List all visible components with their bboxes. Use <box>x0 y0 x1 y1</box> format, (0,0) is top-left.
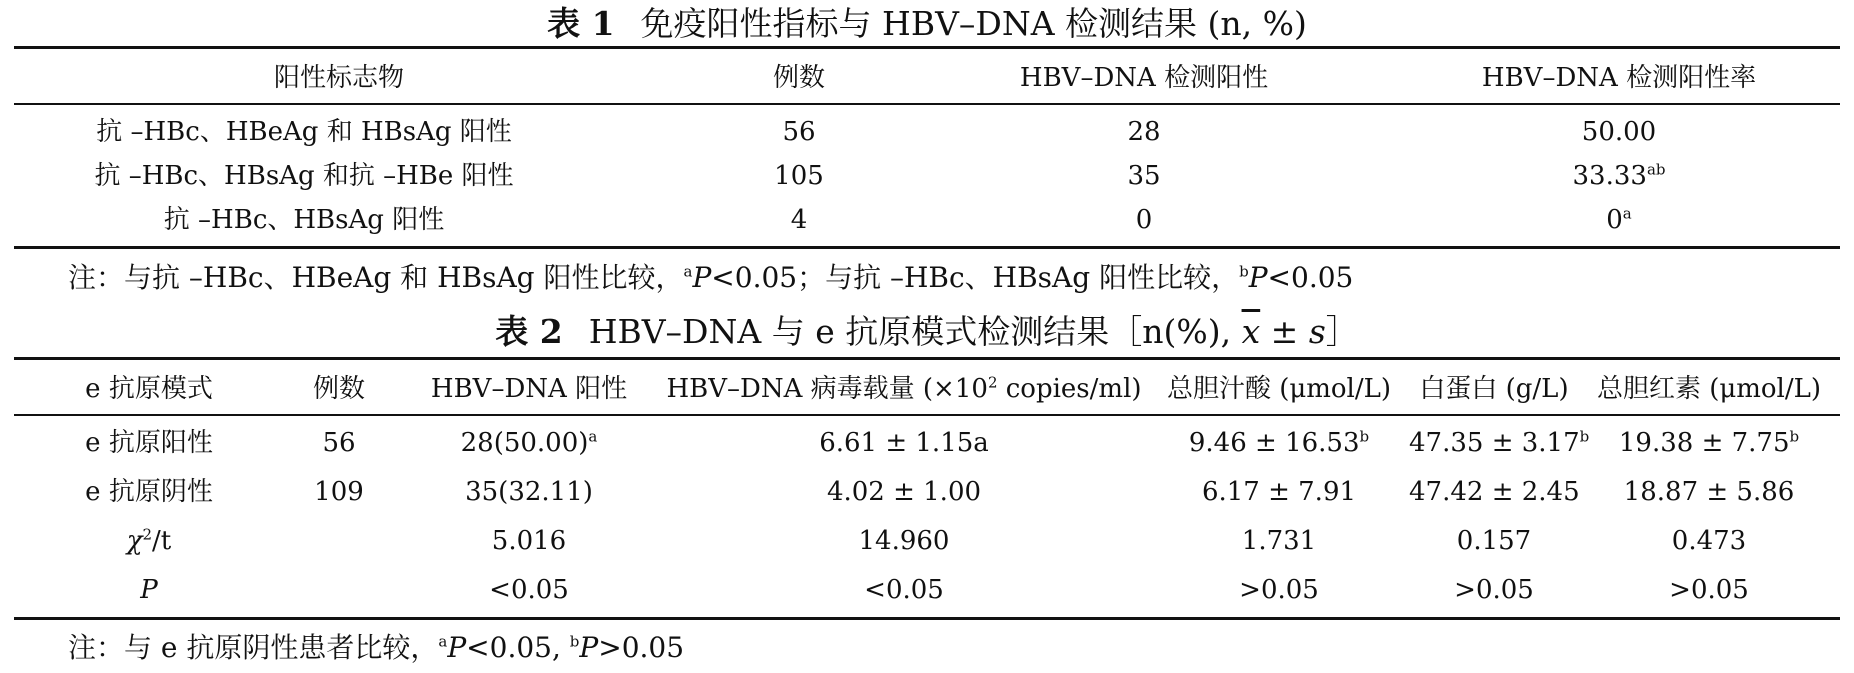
table1-header-marker: 阳性标志物 <box>273 63 404 93</box>
table2-cell-load: 14.960 <box>858 526 950 556</box>
table1-footnote <box>68 258 1353 298</box>
table1-cell-rate <box>1409 152 1829 200</box>
table2-note-sup-a: a <box>438 632 448 651</box>
table1-header-rule <box>14 103 1840 105</box>
table-row <box>14 196 1840 244</box>
table2-cell-load: 4.02 ± 1.00 <box>826 477 982 507</box>
table1-cell-cases: 105 <box>774 161 824 191</box>
table1-note-text: <0.05 <box>1267 261 1354 294</box>
table1-cell-marker: 抗 –HBc、HBeAg 和 HBsAg 阳性 <box>96 117 512 147</box>
table1-rate-sup: ab <box>1646 160 1666 179</box>
table2-cell-bil: 0.473 <box>1671 526 1747 556</box>
table2-bil-sup: b <box>1789 427 1800 446</box>
table2-header-cases: 例数 <box>312 374 365 404</box>
table1-note-p: P <box>1248 261 1268 294</box>
table2-bil-value: 18.87 ± 5.86 <box>1623 477 1795 507</box>
table-row <box>14 108 1840 156</box>
table2-header-load-sup: 2 <box>987 373 998 392</box>
table2-bile-sup: b <box>1359 427 1370 446</box>
table2-stat-label-p: P <box>140 575 158 605</box>
table2-cell-cases: 109 <box>314 477 364 507</box>
table2-cell-bil <box>1584 419 1834 467</box>
table2-cell-bile: >0.05 <box>1239 575 1319 605</box>
table1-cell-positive: 35 <box>1127 161 1161 191</box>
table-row <box>14 419 1840 467</box>
table2-title-s: s <box>1308 312 1326 351</box>
table2-cell-alb <box>1409 419 1590 467</box>
table2-cell-hbv-pos: 5.016 <box>491 526 567 556</box>
table1-rate-value: 50.00 <box>1581 117 1657 147</box>
table1-title: 免疫阳性指标与 HBV–DNA 检测结果 (n, %) <box>640 4 1307 43</box>
table2-cell-bile <box>1154 468 1404 516</box>
table2-header-hbv-pos: HBV–DNA 阳性 <box>430 374 628 404</box>
table2-alb-sup: b <box>1579 427 1590 446</box>
table2-header-mode: e 抗原模式 <box>85 374 213 404</box>
table1-cell-rate <box>1409 196 1829 244</box>
table1-cell-positive: 0 <box>1135 205 1153 235</box>
table1-note-text: <0.05；与抗 –HBc、HBsAg 阳性比较， <box>711 261 1240 294</box>
table2-cell-mode: e 抗原阳性 <box>85 428 213 458</box>
table2-cell-bile: 1.731 <box>1241 526 1317 556</box>
table2-alb-value: 47.35 ± 3.17 <box>1409 428 1580 458</box>
table1-note-sup-b: b <box>1239 262 1249 281</box>
table2-cell-alb: >0.05 <box>1454 575 1534 605</box>
table2-cell-bil: >0.05 <box>1669 575 1749 605</box>
table1-header-row <box>14 54 1840 102</box>
table2-caption <box>0 310 1854 354</box>
table1-cell-cases: 4 <box>790 205 808 235</box>
table1-cell-rate <box>1409 108 1829 156</box>
table2-cell-load: <0.05 <box>864 575 944 605</box>
table2-title-pm: ± <box>1260 312 1309 351</box>
table2-hbv-pos-value: 28(50.00) <box>460 428 589 458</box>
table2-bottom-rule <box>14 617 1840 620</box>
table1-cell-cases: 56 <box>782 117 816 147</box>
table2-cell-hbv-pos: <0.05 <box>489 575 569 605</box>
table1-note-text: 注：与抗 –HBc、HBeAg 和 HBsAg 阳性比较， <box>68 261 684 294</box>
table2-header-rule <box>14 414 1840 416</box>
table1-rate-value: 0 <box>1606 205 1623 235</box>
table2-cell-stat-label <box>34 517 264 565</box>
table2-bil-value: 19.38 ± 7.75 <box>1618 428 1790 458</box>
table2-footnote <box>68 628 684 668</box>
table1-rate-sup: a <box>1622 204 1632 223</box>
table1-cell-positive: 28 <box>1127 117 1161 147</box>
table1-bottom-rule <box>14 246 1840 249</box>
table2-note-p: P <box>447 631 467 664</box>
table2-cell-hbv-pos <box>404 468 654 516</box>
table1-note-p: P <box>692 261 712 294</box>
table1-cell-marker: 抗 –HBc、HBsAg 和抗 –HBe 阳性 <box>94 161 514 191</box>
table2-header-alb: 白蛋白 (g/L) <box>1419 374 1569 404</box>
table2-cell-alb <box>1409 468 1579 516</box>
table-row <box>14 517 1840 565</box>
table2-hbv-pos-sup: a <box>588 427 598 446</box>
table2-note-text: <0.05, <box>466 631 570 664</box>
table2-cell-bile <box>1154 419 1404 467</box>
table1-header-positive: HBV–DNA 检测阳性 <box>1019 63 1269 93</box>
table2-label: 表 2 <box>495 312 563 351</box>
table2-title: HBV–DNA 与 e 抗原模式检测结果［n(%), <box>588 312 1242 351</box>
table2-stat-label-tail: /t <box>152 526 172 556</box>
table2-cell-hbv-pos <box>404 419 654 467</box>
table2-note-text: 注：与 e 抗原阴性患者比较， <box>68 631 439 664</box>
table2-cell-load: 6.61 ± 1.15a <box>819 428 989 458</box>
table2-bile-value: 9.46 ± 16.53 <box>1188 428 1360 458</box>
table2-note-text: >0.05 <box>598 631 685 664</box>
table2-bile-value: 6.17 ± 7.91 <box>1201 477 1357 507</box>
table2-cell-bil <box>1584 468 1834 516</box>
table2-header-bil: 总胆红素 (μmol/L) <box>1596 374 1822 404</box>
table1-rate-value: 33.33 <box>1572 161 1647 191</box>
table2-cell-cases: 56 <box>322 428 356 458</box>
table2-note-p: P <box>579 631 599 664</box>
table2-cell-alb: 0.157 <box>1456 526 1532 556</box>
table1-caption <box>0 2 1854 46</box>
table1-label: 表 1 <box>547 4 615 43</box>
table2-header-row <box>14 365 1840 413</box>
table2-header-load-tail: copies/ml) <box>997 374 1142 404</box>
table1-cell-marker: 抗 –HBc、HBsAg 阳性 <box>163 205 445 235</box>
table1-header-rate: HBV–DNA 检测阳性率 <box>1481 63 1757 93</box>
table-row <box>14 468 1840 516</box>
table2-cell-stat-label <box>34 566 264 614</box>
table1-note-sup-a: a <box>683 262 693 281</box>
table2-header-load-text: HBV–DNA 病毒载量 (×10 <box>666 374 988 404</box>
table2-cell-mode: e 抗原阴性 <box>85 477 213 507</box>
table2-title-end: ］ <box>1325 312 1359 351</box>
table-row <box>14 152 1840 200</box>
table2-header-load <box>659 365 1149 413</box>
table2-hbv-pos-value: 35(32.11) <box>465 477 593 507</box>
table1-header-cases: 例数 <box>772 63 825 93</box>
table2-stat-label-sup: 2 <box>142 525 153 544</box>
table2-header-bile: 总胆汁酸 (μmol/L) <box>1166 374 1392 404</box>
table2-stat-label-chi: χ <box>126 526 143 556</box>
table1-top-rule <box>14 46 1840 49</box>
table2-top-rule <box>14 357 1840 360</box>
table2-note-sup-b: b <box>569 632 580 651</box>
table-row <box>14 566 1840 614</box>
table2-alb-value: 47.42 ± 2.45 <box>1409 477 1580 507</box>
table2-title-xbar: $\overline{x}$ <box>1241 312 1261 351</box>
